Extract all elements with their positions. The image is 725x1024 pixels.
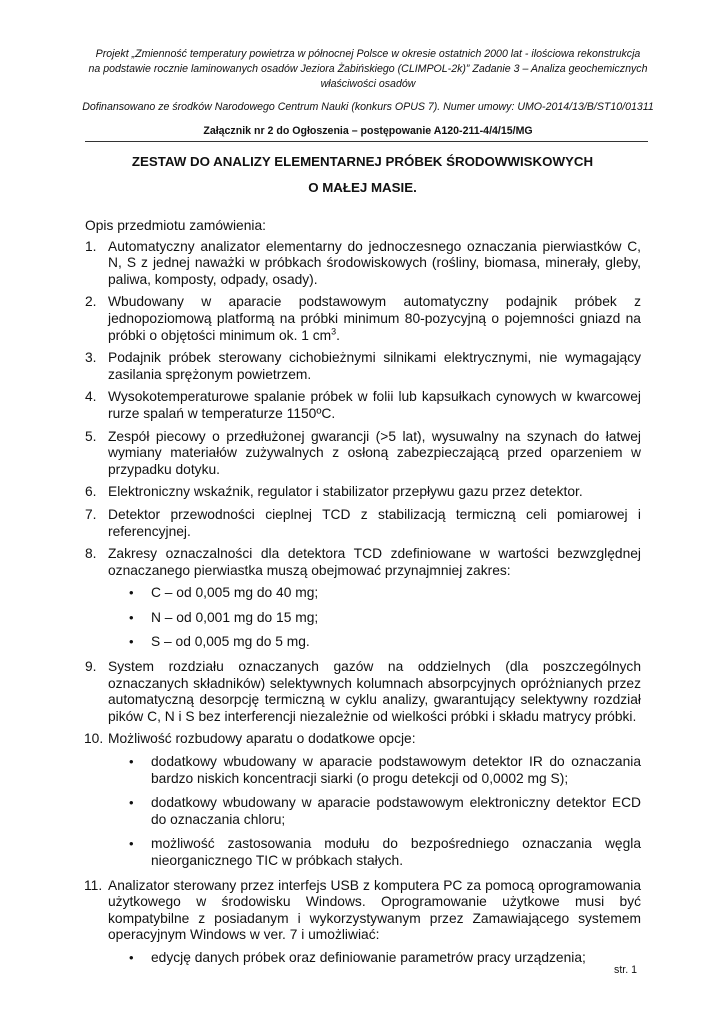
list-item-number: 3. [85, 350, 97, 366]
list-item-text [108, 507, 641, 540]
requirements-list [85, 239, 641, 967]
list-item-body: Możliwość rozbudowy aparatu o dodatkowe opcje: [108, 731, 416, 747]
list-item [85, 878, 641, 967]
bullet-text: dodatkowy wbudowany w aparacie podstawowym elektroniczny detektor ECD do oznaczania chloru; [151, 795, 641, 827]
list-item-number: 11. [84, 877, 103, 893]
list-item-number: 6. [85, 484, 97, 500]
bullet-text: dodatkowy wbudowany w aparacie podstawowym detektor IR do oznaczania bardzo niskich koncentracji siarki (o progu detekcji od 0,0002 mg S); [151, 754, 641, 786]
list-item [85, 294, 641, 344]
list-item-body: Wysokotemperaturowe spalanie próbek w folii lub kapsułkach cynowych w kwarcowej rurze spalań w temperaturze 1150ºC. [108, 389, 641, 421]
list-item-body: Zakresy oznaczalności dla detektora TCD zdefiniowane w wartości bezwzględnej oznaczanego pierwiastka muszą obejmować przynajmniej zakres: [108, 546, 641, 578]
list-item-number: 10. [84, 731, 104, 747]
list-item [85, 731, 641, 869]
list-item-text [108, 429, 641, 479]
bullet-icon: • [129, 634, 134, 650]
bullet-icon: • [129, 609, 134, 625]
intro-text: Opis przedmiotu zamówienia: [85, 218, 266, 233]
bullet-item [108, 610, 641, 627]
list-item-text [108, 484, 641, 501]
list-item-text [108, 350, 641, 383]
bullet-icon: • [129, 795, 134, 811]
list-item [85, 429, 641, 479]
list-item-body: Zespół piecowy o przedłużonej gwarancji (>5 lat), wysuwalny na szynach do łatwej wymiany materiałów zużywalnych z osłoną zabezpieczającą przed oparzeniem w przypadku dotyku. [108, 428, 641, 477]
list-item-text [108, 239, 641, 289]
list-item-number: 2. [85, 294, 97, 310]
bullet-text: edycję danych próbek oraz definiowanie parametrów pracy urządzenia; [151, 949, 586, 965]
bullet-icon: • [129, 836, 134, 852]
bullet-list [108, 585, 641, 651]
document-title: ZESTAW DO ANALIZY ELEMENTARNEJ PRÓBEK ŚRODOWWISKOWYCH [131, 154, 594, 169]
list-item [85, 546, 641, 651]
bullet-item [108, 754, 641, 787]
bullet-item [108, 836, 641, 869]
list-item-number: 9. [85, 659, 97, 675]
list-item-body: Podajnik próbek sterowany cichobieżnymi silnikami elektrycznymi, nie wymagający zasilania sprężonym powietrzem. [108, 350, 641, 382]
bullet-item [108, 795, 641, 828]
list-item-body: Wbudowany w aparacie podstawowym automatyczny podajnik próbek z jednopoziomową platformą na próbki minimum 80-pozycyjną o pojemności gniazd na próbki o objętości minimum ok. 1 cm [108, 294, 641, 343]
list-item-number: 5. [85, 428, 97, 444]
bullet-item [108, 634, 641, 651]
bullet-list [108, 754, 641, 870]
list-item-text [108, 878, 641, 944]
list-item-number: 4. [85, 389, 97, 405]
list-item-number: 7. [85, 506, 97, 522]
list-item [85, 484, 641, 501]
bullet-text: N – od 0,001 mg do 15 mg; [151, 609, 319, 625]
list-item [85, 389, 641, 422]
project-line: Projekt „Zmienność temperatury powietrza w północnej Polsce w okresie ostatnich 2000 lat - ilościowa rekonstrukcja [95, 48, 641, 60]
project-line: właściwości osadów [320, 78, 416, 90]
header-divider [85, 141, 648, 142]
superscript: 3 [331, 325, 337, 336]
list-item-number: 1. [85, 238, 97, 254]
page-number: str. 1 [614, 964, 637, 976]
list-item-text [108, 731, 641, 748]
document-body [85, 218, 641, 975]
bullet-text: S – od 0,005 mg do 5 mg. [151, 634, 310, 650]
funding-line: Dofinansowano ze środków Narodowego Centrum Nauki (konkurs OPUS 7). Numer umowy: UMO-2014/13/B/ST10/01311 [82, 101, 654, 113]
list-item-tail: . [336, 327, 340, 343]
list-item [85, 350, 641, 383]
list-item-text [108, 546, 641, 579]
list-item-text [108, 294, 641, 344]
list-item-body: Analizator sterowany przez interfejs USB z komputera PC za pomocą oprogramowania użytkowego w środowisku Windows. Oprogramowanie użytkowe musi być kompatybilne z posiadanym i wykorzystywanym przez Zamawiającego systemem operacyjnym Windows w ver. 7 i umożliwiać: [108, 877, 641, 943]
funding-header [60, 100, 676, 115]
list-item [85, 659, 641, 725]
document-title-line2: O MAŁEJ MASIE. [308, 180, 417, 195]
bullet-icon: • [129, 585, 134, 601]
project-header [60, 47, 676, 92]
bullet-text: C – od 0,005 mg do 40 mg; [151, 585, 319, 601]
list-item [85, 507, 641, 540]
list-item-body: System rozdziału oznaczanych gazów na oddzielnych (dla poszczególnych oznaczanych składników) selektywnych kolumnach absorpcyjnych opróżnianych przez automatyczną desorpcję termiczną w cyklu analizy, gwarantujący selektywny rozdział pików C, N i S bez interferencji niezależnie od wielkości próbki i składu matrycy próbki. [108, 659, 641, 724]
bullet-list [108, 950, 641, 967]
list-item-text [108, 389, 641, 422]
list-item-body: Detektor przewodności cieplnej TCD z stabilizacją termiczną celi pomiarowej i referencyjnej. [108, 506, 641, 539]
annex-title: Załącznik nr 2 do Ogłoszenia – postępowanie A120-211-4/4/15/MG [203, 125, 533, 137]
list-item-body: Automatyczny analizator elementarny do jednoczesnego oznaczania pierwiastków C, N, S z jednej naważki w próbkach środowiskowych (rośliny, biomasa, minerały, gleby, paliwa, komposty, odpady, osady). [108, 238, 641, 287]
bullet-text: możliwość zastosowania modułu do bezpośredniego oznaczania węgla nieorganicznego TIC w próbkach stałych. [151, 836, 641, 868]
list-item [85, 239, 641, 289]
bullet-item [108, 950, 641, 967]
list-item-text [108, 659, 641, 725]
list-item-number: 8. [85, 546, 97, 562]
bullet-item [108, 585, 641, 602]
bullet-icon: • [129, 949, 134, 965]
bullet-icon: • [129, 754, 134, 770]
project-line: na podstawie rocznie laminowanych osadów Jeziora Żabińskiego (CLIMPOL-2k)” Zadanie 3 – Analiza geochemicznych [88, 63, 648, 75]
list-item-body: Elektroniczny wskaźnik, regulator i stabilizator przepływu gazu przez detektor. [108, 484, 583, 500]
